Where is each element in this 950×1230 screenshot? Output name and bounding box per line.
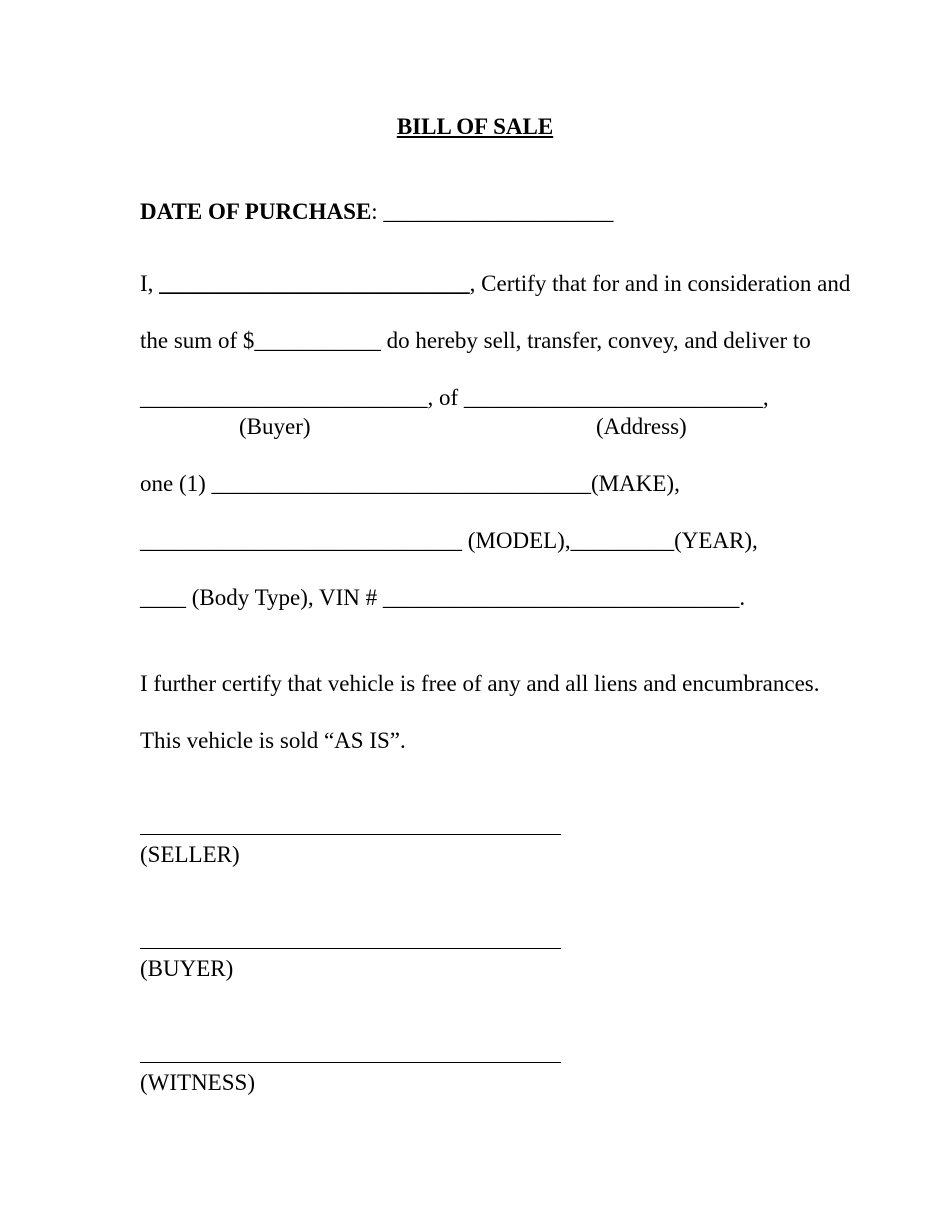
body-type-vin-line: ____ (Body Type), VIN # _______________________________.	[140, 585, 746, 610]
sum-line: the sum of $___________ do hereby sell, transfer, convey, and deliver to	[140, 328, 811, 353]
date-of-purchase-label: DATE OF PURCHASE	[140, 199, 372, 224]
buyer-caption: (Buyer)	[239, 414, 311, 439]
certify-line	[140, 270, 850, 298]
buyer-signature-label: (BUYER)	[140, 956, 234, 981]
as-is-statement: This vehicle is sold “AS IS”.	[140, 728, 406, 753]
witness-signature-label: (WITNESS)	[140, 1070, 255, 1095]
seller-signature-line	[140, 834, 561, 835]
model-year-line: ____________________________ (MODEL),_________(YEAR),	[140, 528, 758, 553]
document-title: BILL OF SALE	[396, 114, 554, 139]
address-caption: (Address)	[596, 414, 687, 439]
date-of-purchase-blank: : ____________________	[371, 199, 614, 224]
liens-statement: I further certify that vehicle is free of any and all liens and encumbrances.	[140, 671, 820, 696]
date-of-purchase-line	[140, 198, 613, 226]
seller-signature-label: (SELLER)	[140, 842, 240, 867]
buyer-signature-line	[140, 948, 561, 949]
witness-signature-line	[140, 1062, 561, 1063]
certify-prefix: I,	[140, 271, 160, 296]
make-line: one (1) _________________________________(MAKE),	[140, 471, 680, 496]
seller-name-blank: ___________________________	[159, 271, 470, 296]
certify-rest: , Certify that for and in consideration and	[469, 271, 851, 296]
buyer-address-line: _________________________, of __________________________,	[140, 385, 769, 410]
